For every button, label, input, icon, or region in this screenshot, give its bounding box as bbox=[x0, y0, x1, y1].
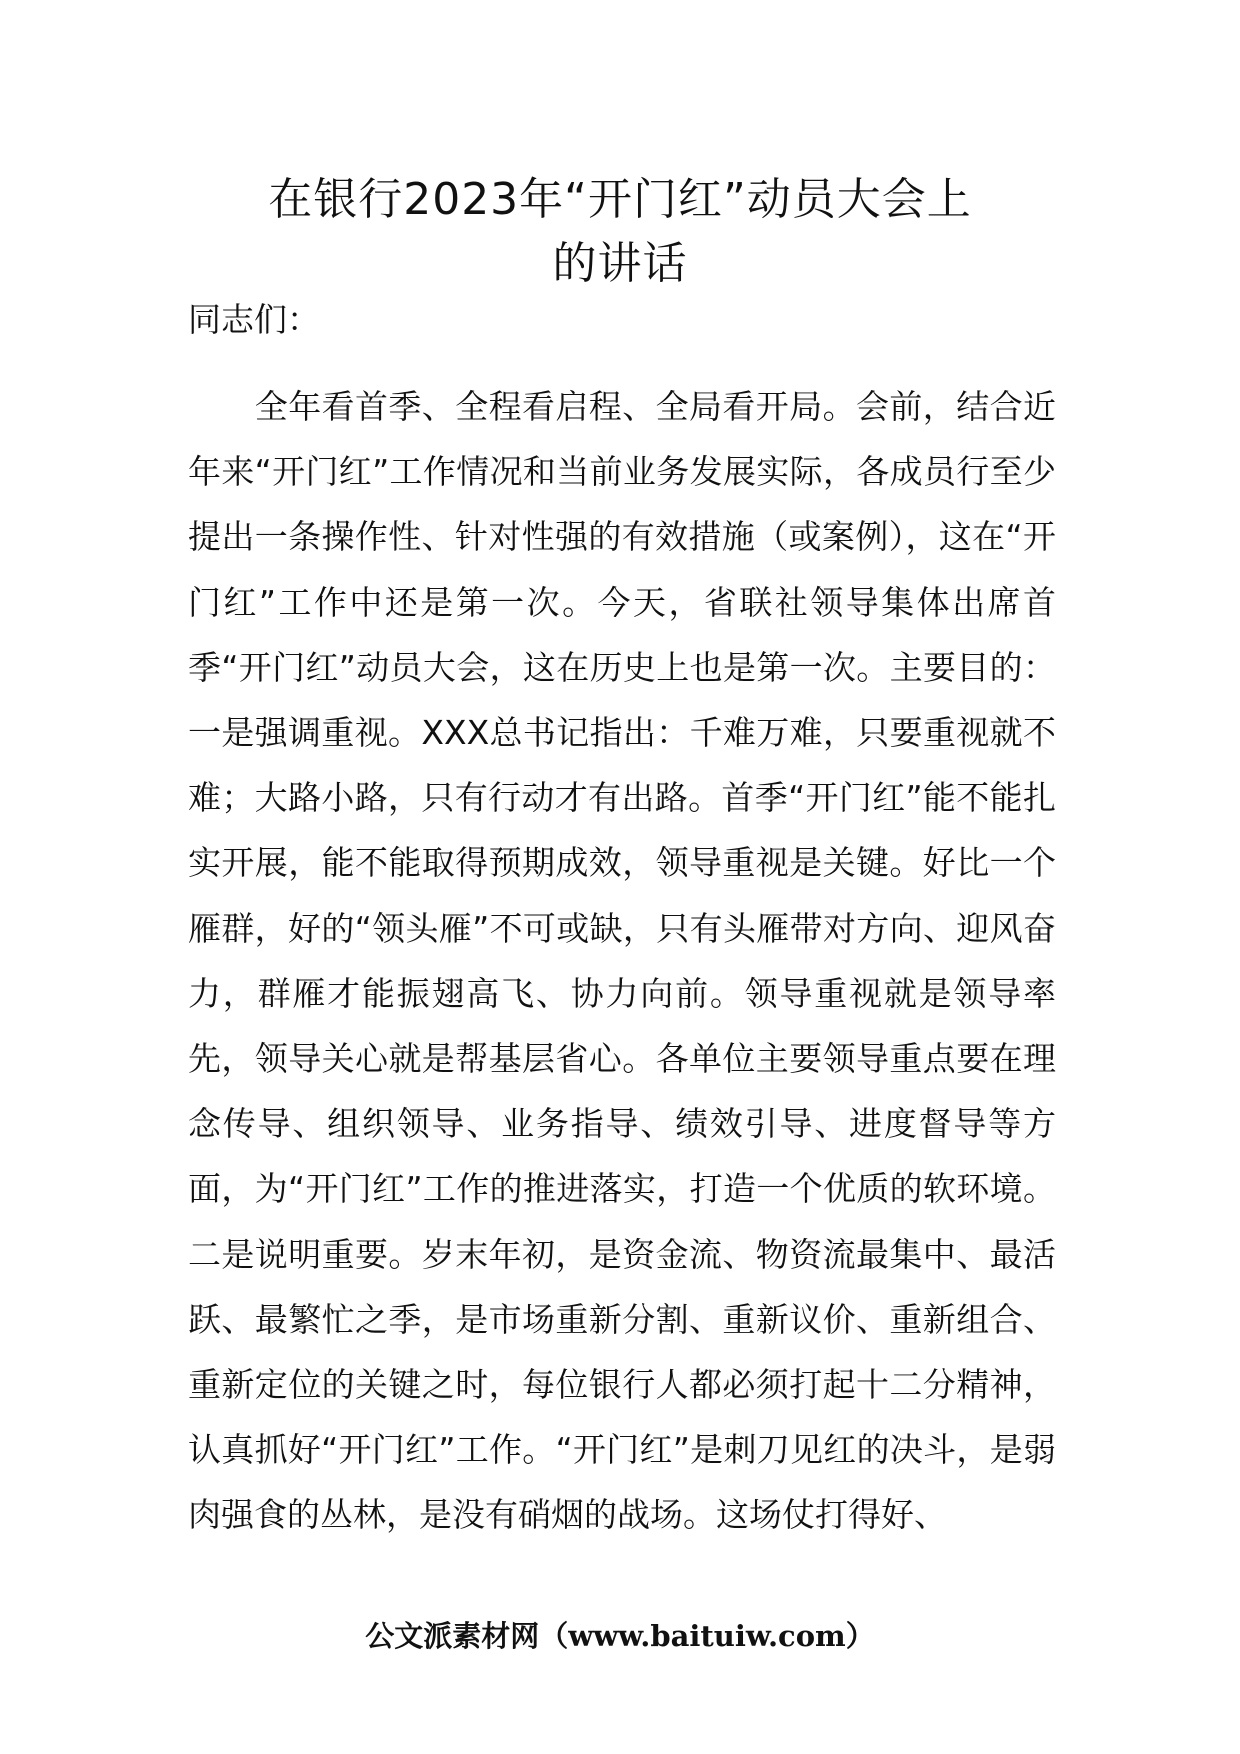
document-title-line-1: 在银行2023年“开门红”动员大会上 bbox=[268, 174, 972, 225]
salutation: 同志们： bbox=[188, 300, 320, 339]
body-paragraph: 全年看首季、全程看启程、全局看开局。会前，结合近年来“开门红”工作情况和当前业务发展实际，各成员行至少提出一条操作性、针对性强的有效措施（或案例），这在“开门红”工作中还是第一次。今天，省联社领导集体出席首季“开门红”动员大会，这在历史上也是第一次。主要目的：一是强调重视。XXX总书记指出：千难万难，只要重视就不难；大路小路，只有行动才有出路。首季“开门红”能不能扎实开展，能不能取得预期成效，领导重视是关键。好比一个雁群，好的“领头雁”不可或缺，只有头雁带对方向、迎风奋力，群雁才能振翅高飞、协力向前。领导重视就是领导率先，领导关心就是帮基层省心。各单位主要领导重点要在理念传导、组织领导、业务指导、绩效引导、进度督导等方面，为“开门红”工作的推进落实，打造一个优质的软环境。二是说明重要。岁末年初，是资金流、物资流最集中、最活跃、最繁忙之季，是市场重新分割、重新议价、重新组合、重新定位的关键之时，每位银行人都必须打起十二分精神，认真抓好“开门红”工作。“开门红”是刺刀见红的决斗，是弱肉强食的丛林，是没有硝烟的战场。这场仗打得好、 bbox=[188, 387, 1056, 1535]
document-title-line-2: 的讲话 bbox=[552, 238, 688, 289]
footer-watermark: 公文派素材网（www.baituiw.com） bbox=[365, 1619, 875, 1653]
